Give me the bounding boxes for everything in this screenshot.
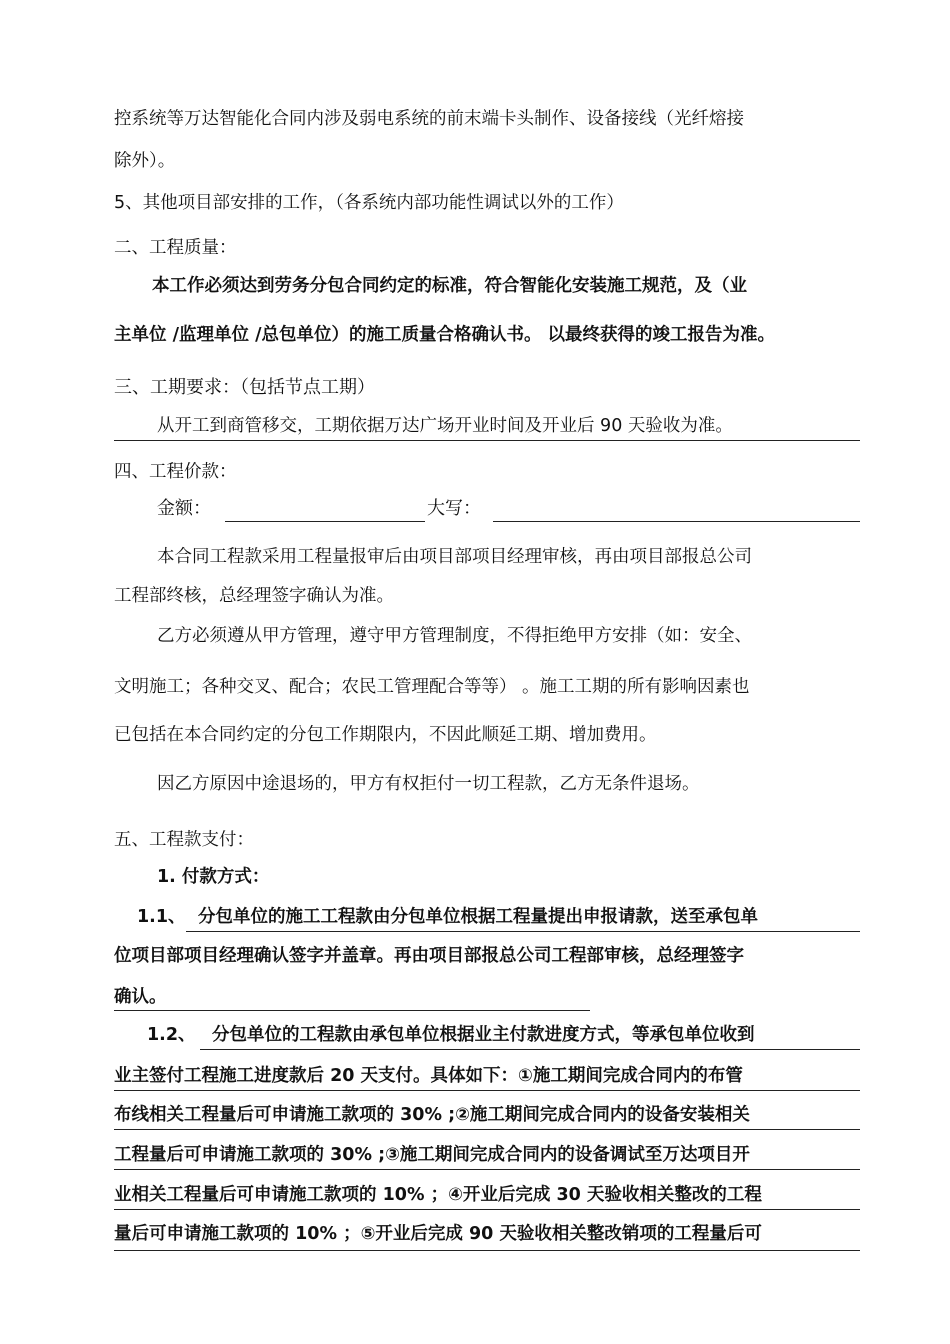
underline-rule bbox=[114, 1169, 860, 1170]
clause-text-line: 分包单位的工程款由承包单位根据业主付款进度方式，等承包单位收到 bbox=[212, 1025, 755, 1045]
section-heading-schedule: 三、工期要求：（包括节点工期） bbox=[114, 377, 375, 398]
quality-text-line: 主单位 /监理单位 /总包单位）的施工质量合格确认书。 以最终获得的竣工报告为准。 bbox=[114, 325, 776, 345]
price-text-line: 乙方必须遵从甲方管理，遵守甲方管理制度，不得拒绝甲方安排（如：安全、 bbox=[157, 626, 752, 646]
price-text-line: 因乙方原因中途退场的，甲方有权拒付一切工程款，乙方无条件退场。 bbox=[157, 774, 700, 794]
clause-text-line: 工程量后可申请施工款项的 30% ;③施工期间完成合同内的设备调试至万达项目开 bbox=[114, 1145, 750, 1165]
underline-rule bbox=[200, 1049, 860, 1050]
clause-text-line: 业相关工程量后可申请施工款项的 10% ；④开业后完成 30 天验收相关整改的工程 bbox=[114, 1185, 762, 1205]
section-heading-quality: 二、工程质量： bbox=[114, 238, 237, 258]
clause-number: 1.1、 bbox=[137, 907, 186, 927]
clause-text-line: 确认。 bbox=[114, 987, 167, 1007]
price-text-line: 工程部终核，总经理签字确认为准。 bbox=[114, 586, 394, 606]
section-heading-price: 四、工程价款： bbox=[114, 462, 237, 482]
clause-text-line: 位项目部项目经理确认签字并盖章。再由项目部报总公司工程部审核，总经理签字 bbox=[114, 946, 744, 966]
underline-rule bbox=[114, 1010, 590, 1011]
underline-rule bbox=[114, 440, 860, 441]
amount-blank-field[interactable] bbox=[225, 521, 425, 522]
schedule-text: 从开工到商管移交，工期依据万达广场开业时间及开业后 90 天验收为准。 bbox=[157, 416, 733, 436]
clause-number: 1.2、 bbox=[147, 1025, 196, 1045]
paragraph-line: 除外）。 bbox=[114, 151, 176, 171]
price-text-line: 文明施工；各种交叉、配合；农民工管理配合等等） 。施工工期的所有影响因素也 bbox=[114, 677, 750, 697]
payment-method-title: 1. 付款方式： bbox=[157, 867, 270, 887]
capital-amount-label: 大写： bbox=[427, 498, 481, 519]
underline-rule bbox=[114, 1209, 860, 1210]
clause-text-line: 业主签付工程施工进度款后 20 天支付。具体如下：①施工期间完成合同内的布管 bbox=[114, 1066, 743, 1086]
paragraph-line: 控系统等万达智能化合同内涉及弱电系统的前末端卡头制作、设备接线（光纤熔接 bbox=[114, 109, 744, 129]
capital-amount-blank-field[interactable] bbox=[493, 521, 860, 522]
clause-text-line: 量后可申请施工款项的 10% ；⑤开业后完成 90 天验收相关整改销项的工程量后可 bbox=[114, 1224, 762, 1244]
underline-rule bbox=[114, 1250, 860, 1251]
price-text-line: 已包括在本合同约定的分包工作期限内，不因此顺延工期、增加费用。 bbox=[114, 725, 657, 745]
price-text-line: 本合同工程款采用工程量报审后由项目部项目经理审核，再由项目部报总公司 bbox=[157, 547, 752, 567]
clause-text-line: 分包单位的施工工程款由分包单位根据工程量提出申报请款，送至承包单 bbox=[198, 907, 758, 927]
section-heading-payment: 五、工程款支付： bbox=[114, 830, 254, 850]
underline-rule bbox=[186, 931, 860, 932]
clause-text-line: 布线相关工程量后可申请施工款项的 30% ;②施工期间完成合同内的设备安装相关 bbox=[114, 1105, 750, 1125]
quality-text-line: 本工作必须达到劳务分包合同约定的标准，符合智能化安装施工规范，及（业 bbox=[152, 276, 747, 296]
list-item-5: 5、其他项目部安排的工作，（各系统内部功能性调试以外的工作） bbox=[114, 193, 624, 213]
underline-rule bbox=[114, 1129, 860, 1130]
amount-label: 金额： bbox=[157, 498, 211, 519]
underline-rule bbox=[114, 1090, 860, 1091]
